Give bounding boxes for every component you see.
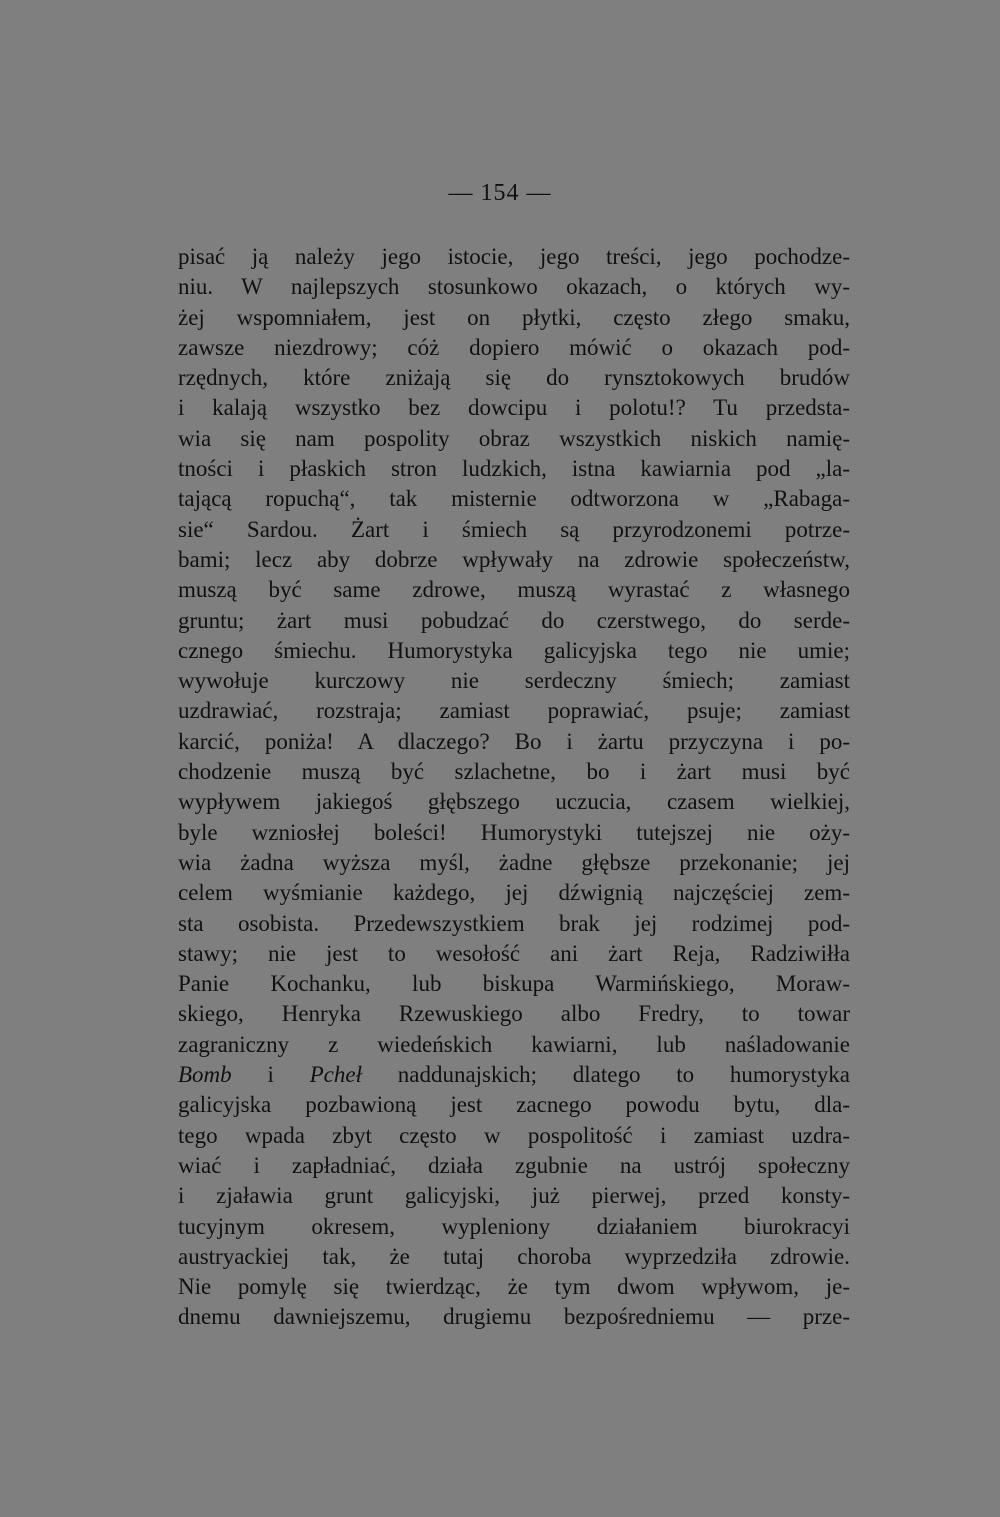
body-text (178, 242, 850, 1333)
line-rest: naddunajskich; dlatego to humorystyka (361, 1062, 850, 1088)
text-line: wywołuje kurczowy nie serdeczny śmiech; zamiast (178, 668, 850, 694)
text-line: sta osobista. Przedewszystkiem brak jej rodzimej pod- (178, 910, 850, 936)
text-line: niu. W najlepszych stosunkowo okazach, o których wy- (178, 274, 850, 300)
text-line: galicyjska pozbawioną jest zacnego powodu bytu, dla- (178, 1092, 850, 1118)
text-line: i zjaławia grunt galicyjski, już pierwej, przed konsty- (178, 1183, 850, 1209)
text-line: zagraniczny z wiedeńskich kawiarni, lub naśladowanie (178, 1031, 850, 1057)
text-line: wia żadna wyższa myśl, żadne głębsze przekonanie; jej (178, 849, 850, 875)
text-line: uzdrawiać, rozstraja; zamiast poprawiać, psuje; zamiast (178, 698, 850, 724)
text-line: dnemu dawniejszemu, drugiemu bezpośredniemu — prze- (178, 1304, 850, 1330)
page-number: — 154 — (448, 180, 552, 206)
text-line: rzędnych, które zniżają się do rynsztokowych brudów (178, 365, 850, 391)
text-line: austryackiej tak, że tutaj choroba wyprzedziła zdrowie. (178, 1243, 850, 1269)
text-line: pisać ją należy jego istocie, jego treści, jego pochodze- (178, 244, 850, 269)
text-line: żej wspomniałem, jest on płytki, często złego smaku, (178, 304, 850, 330)
text-line: sie“ Sardou. Żart i śmiech są przyrodzonemi potrze- (178, 516, 850, 542)
text-line: cznego śmiechu. Humorystyka galicyjska tego nie umie; (178, 637, 850, 663)
text-line-italic (178, 1060, 850, 1090)
text-line: wiać i zapładniać, działa zgubnie na ustrój społeczny (178, 1152, 850, 1178)
text-line: chodzenie muszą być szlachetne, bo i żart musi być (178, 759, 850, 785)
text-line: wypływem jakiegoś głębszego uczucia, czasem wielkiej, (178, 789, 850, 815)
text-line: tności i płaskich stron ludzkich, istna kawiarnia pod „la- (178, 456, 850, 482)
italic-title-pchel: Pcheł (309, 1062, 362, 1088)
text-line: wia się nam pospolity obraz wszystkich niskich namię- (178, 425, 850, 451)
text-line: karcić, poniża! A dlaczego? Bo i żartu przyczyna i po- (178, 728, 850, 754)
italic-title-bomb: Bomb (178, 1062, 232, 1088)
text-line: bami; lecz aby dobrze wpływały na zdrowie społeczeństw, (178, 546, 850, 572)
text-line: tającą ropuchą“, tak misternie odtworzona w „Rabaga- (178, 486, 850, 512)
text-line: Panie Kochanku, lub biskupa Warmińskiego, Moraw- (178, 971, 850, 997)
text-line: Nie pomylę się twierdząc, że tym dwom wpływom, je- (178, 1274, 850, 1300)
conjunction: i (231, 1062, 310, 1088)
text-line: gruntu; żart musi pobudzać do czerstwego, do serde- (178, 607, 850, 633)
text-line: stawy; nie jest to wesołość ani żart Reja, Radziwiłła (178, 940, 850, 966)
text-line: tucyjnym okresem, wypleniony działaniem biurokracyi (178, 1213, 850, 1239)
text-line: tego wpada zbyt często w pospolitość i zamiast uzdra- (178, 1122, 850, 1148)
text-line: byle wzniosłej boleści! Humorystyki tutejszej nie oży- (178, 819, 850, 845)
text-line: muszą być same zdrowe, muszą wyrastać z własnego (178, 577, 850, 603)
text-line: celem wyśmianie każdego, jej dźwignią najczęściej zem- (178, 880, 850, 906)
text-line: zawsze niezdrowy; cóż dopiero mówić o okazach pod- (178, 334, 850, 360)
text-line: skiego, Henryka Rzewuskiego albo Fredry, to towar (178, 1001, 850, 1027)
text-line: i kalają wszystko bez dowcipu i polotu!? Tu przedsta- (178, 395, 850, 421)
